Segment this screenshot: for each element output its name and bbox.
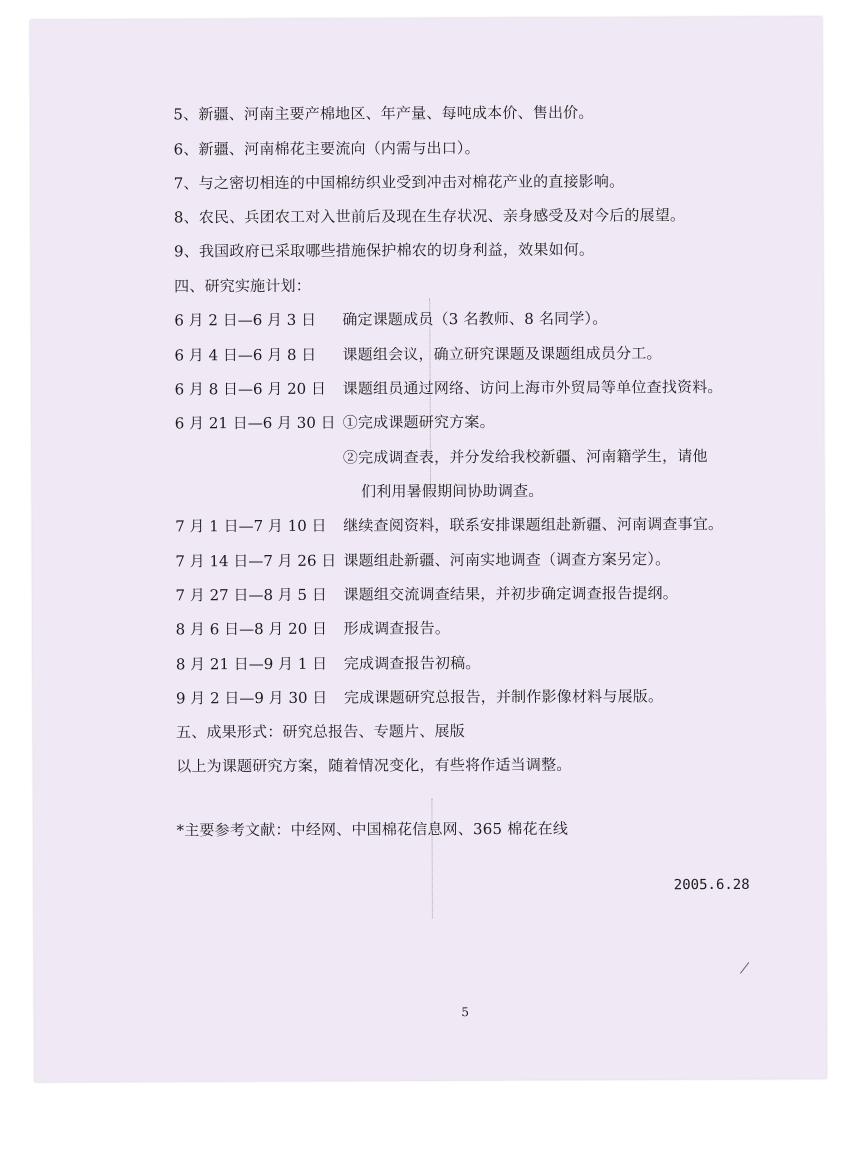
- schedule-date: 7 月 14 日—7 月 26 日: [175, 551, 337, 571]
- schedule-date: 6 月 2 日—6 月 3 日: [174, 310, 317, 330]
- schedule-date: 7 月 1 日—7 月 10 日: [175, 516, 327, 536]
- schedule-task: 形成调查报告。: [343, 619, 451, 638]
- schedule-task: 课题组会议，确立研究课题及课题组成员分工。: [342, 344, 662, 364]
- schedule-date: 7 月 27 日—8 月 5 日: [175, 585, 327, 605]
- closing-paragraph: 以上为课题研究方案，随着情况变化，有些将作适当调整。: [176, 755, 572, 776]
- schedule-task: 完成调查报告初稿。: [343, 654, 481, 673]
- list-item: 7、与之密切相连的中国棉纺织业受到冲击对棉花产业的直接影响。: [173, 172, 625, 193]
- schedule-date: 9 月 2 日—9 月 30 日: [175, 688, 328, 708]
- schedule-date: 8 月 6 日—8 月 20 日: [175, 619, 328, 639]
- scan-fold-mark: [431, 798, 434, 918]
- section-heading: 五、成果形式：研究总报告、专题片、展版: [176, 722, 465, 742]
- schedule-date: 6 月 4 日—6 月 8 日: [174, 345, 317, 365]
- list-item: 9、我国政府已采取哪些措施保护棉农的切身利益，效果如何。: [173, 240, 595, 261]
- schedule-task: 们利用暑假期间协助调查。: [361, 481, 544, 501]
- schedule-task: 继续查阅资料，联系安排课题组赴新疆、河南调查事宜。: [343, 514, 724, 535]
- list-item: 5、新疆、河南主要产棉地区、年产量、每吨成本价、售出价。: [173, 103, 594, 124]
- page-number: 5: [461, 1005, 470, 1020]
- schedule-task: 完成课题研究总报告，并制作影像材料与展版。: [343, 687, 664, 707]
- schedule-date: 6 月 8 日—6 月 20 日: [174, 379, 326, 399]
- list-item: 6、新疆、河南棉花主要流向（内需与出口）。: [173, 139, 480, 159]
- scan-artifact: [740, 962, 749, 974]
- schedule-date: 6 月 21 日—6 月 30 日: [174, 413, 336, 433]
- schedule-task: ②完成调查表，并分发给我校新疆、河南籍学生，请他: [342, 447, 708, 467]
- schedule-task: 课题组交流调查结果，并初步确定调查报告提纲。: [343, 584, 678, 604]
- schedule-task: ①完成课题研究方案。: [342, 412, 495, 432]
- schedule-task: 课题组员通过网络、访问上海市外贸局等单位查找资料。: [342, 377, 723, 398]
- list-item: 8、农民、兵团农工对入世前后及现在生存状况、亲身感受及对今后的展望。: [173, 206, 686, 227]
- schedule-task: 课题组赴新疆、河南实地调查（调查方案另定）。: [343, 550, 671, 570]
- schedule-task: 确定课题成员（3 名教师、8 名同学）。: [342, 309, 608, 329]
- schedule-date: 8 月 21 日—9 月 1 日: [175, 654, 328, 674]
- scanned-page: [30, 17, 827, 1082]
- section-heading: 四、研究实施计划：: [174, 276, 312, 296]
- references-line: *主要参考文献：中经网、中国棉花信息网、365 棉花在线: [176, 819, 569, 840]
- document-date: 2005.6.28: [673, 876, 750, 894]
